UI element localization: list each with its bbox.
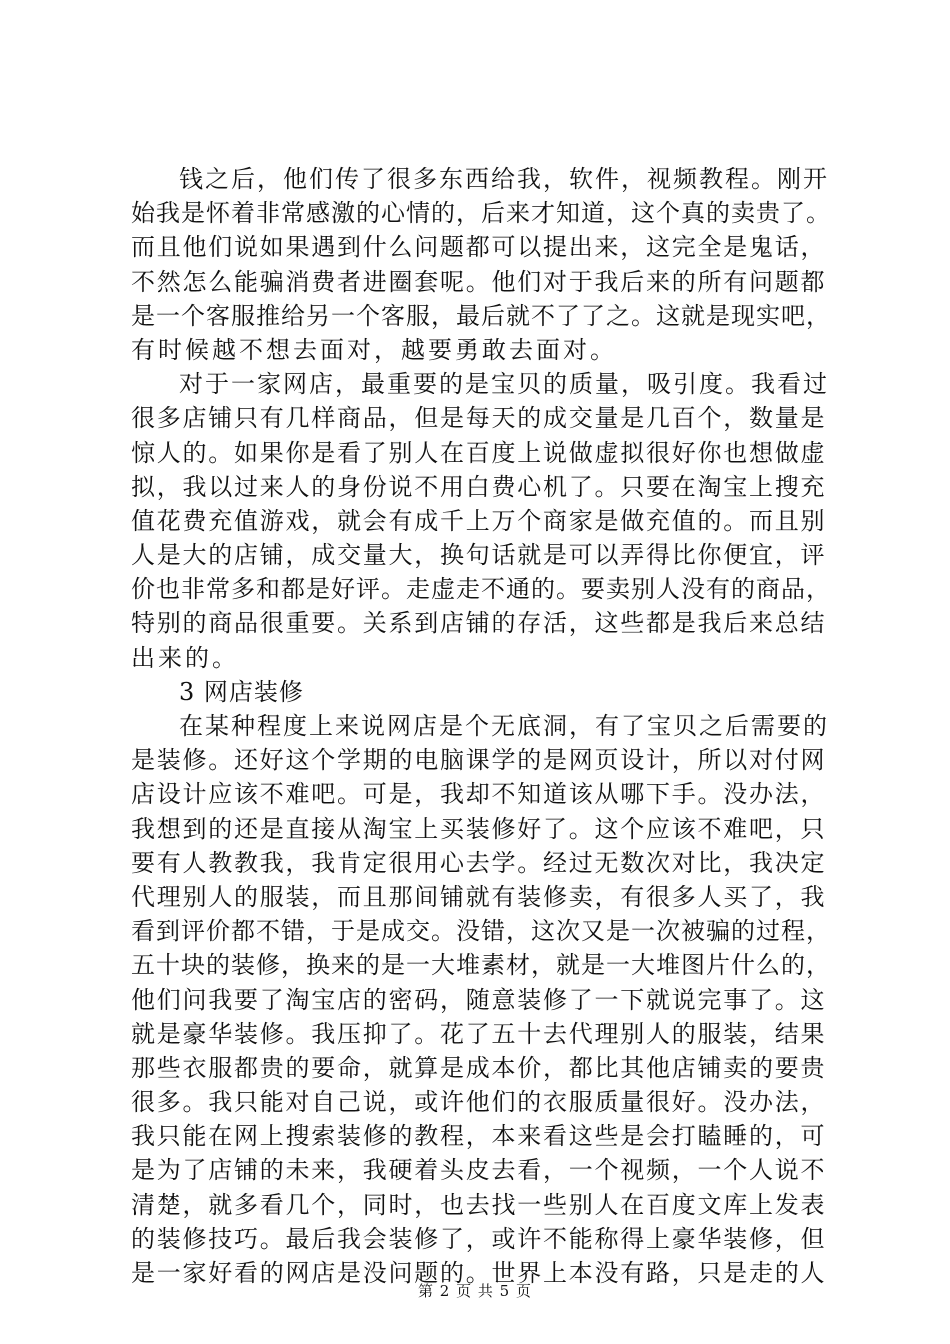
text-line: 我想到的还是直接从淘宝上买装修好了。这个应该不难吧，只 [131,814,827,843]
text-line: 很多店铺只有几样商品，但是每天的成交量是几百个，数量是 [131,404,827,433]
text-line: 代理别人的服装，而且那间铺就有装修卖，有很多人买了，我 [131,882,827,911]
text-line: 的装修技巧。最后我会装修了，或许不能称得上豪华装修，但 [131,1224,827,1253]
text-line: 始我是怀着非常感激的心情的，后来才知道，这个真的卖贵了。 [131,199,831,228]
text-line: 五十块的装修，换来的是一大堆素材，就是一大堆图片什么的， [131,951,831,980]
text-line: 看到评价都不错，于是成交。没错，这次又是一次被骗的过程， [131,917,831,946]
text-line: 惊人的。如果你是看了别人在百度上说做虚拟很好你也想做虚 [131,438,827,467]
text-line: 对于一家网店，最重要的是宝贝的质量，吸引度。我看过 [179,370,829,399]
text-line: 钱之后，他们传了很多东西给我，软件，视频教程。刚开 [179,165,829,193]
text-line: 清楚，就多看几个，同时，也去找一些别人在百度文库上发表 [131,1190,827,1219]
text-line: 特别的商品很重要。关系到店铺的存活，这些都是我后来总结 [131,609,827,638]
text-line: 很多。我只能对自己说，或许他们的衣服质量很好。没办法， [131,1088,827,1117]
text-line: 在某种程度上来说网店是个无底洞，有了宝贝之后需要的 [179,712,829,740]
section-heading: 3 网店装修 [179,677,304,706]
text-line: 就是豪华装修。我压抑了。花了五十去代理别人的服装，结果 [131,1019,827,1048]
text-line: 他们问我要了淘宝店的密码，随意装修了一下就说完事了。这 [131,985,827,1014]
text-line: 店设计应该不难吧。可是，我却不知道该从哪下手。没办法， [131,780,827,809]
document-body [131,162,831,1290]
text-line: 而且他们说如果遇到什么问题都可以提出来，这完全是鬼话， [131,233,827,262]
text-line: 价也非常多和都是好评。走虚走不通的。要卖别人没有的商品， [131,575,831,604]
text-line: 值花费充值游戏，就会有成千上万个商家是做充值的。而且别 [131,506,827,535]
text-line: 拟，我以过来人的身份说不用白费心机了。只要在淘宝上搜充 [131,472,827,501]
text-line: 那些衣服都贵的要命，就算是成本价，都比其他店铺卖的要贵 [131,1053,827,1082]
text-line: 是装修。还好这个学期的电脑课学的是网页设计，所以对付网 [131,746,827,775]
text-line: 是一个客服推给另一个客服，最后就不了了之。这就是现实吧， [131,301,831,330]
text-line: 出来的。 [131,643,239,672]
text-line: 有时候越不想去面对，越要勇敢去面对。 [131,335,617,364]
text-line: 是为了店铺的未来，我硬着头皮去看，一个视频，一个人说不 [131,1156,827,1185]
page-footer: 第 2 页 共 5 页 [418,1282,532,1300]
text-line: 不然怎么能骗消费者进圈套呢。他们对于我后来的所有问题都 [131,267,827,296]
text-line: 人是大的店铺，成交量大，换句话就是可以弄得比你便宜，评 [131,541,827,570]
text-line: 我只能在网上搜索装修的教程，本来看这些是会打瞌睡的，可 [131,1122,827,1151]
text-line: 是一家好看的网店是没问题的。世界上本没有路，只是走的人 [131,1259,827,1287]
text-line: 要有人教教我，我肯定很用心去学。经过无数次对比，我决定 [131,848,827,877]
